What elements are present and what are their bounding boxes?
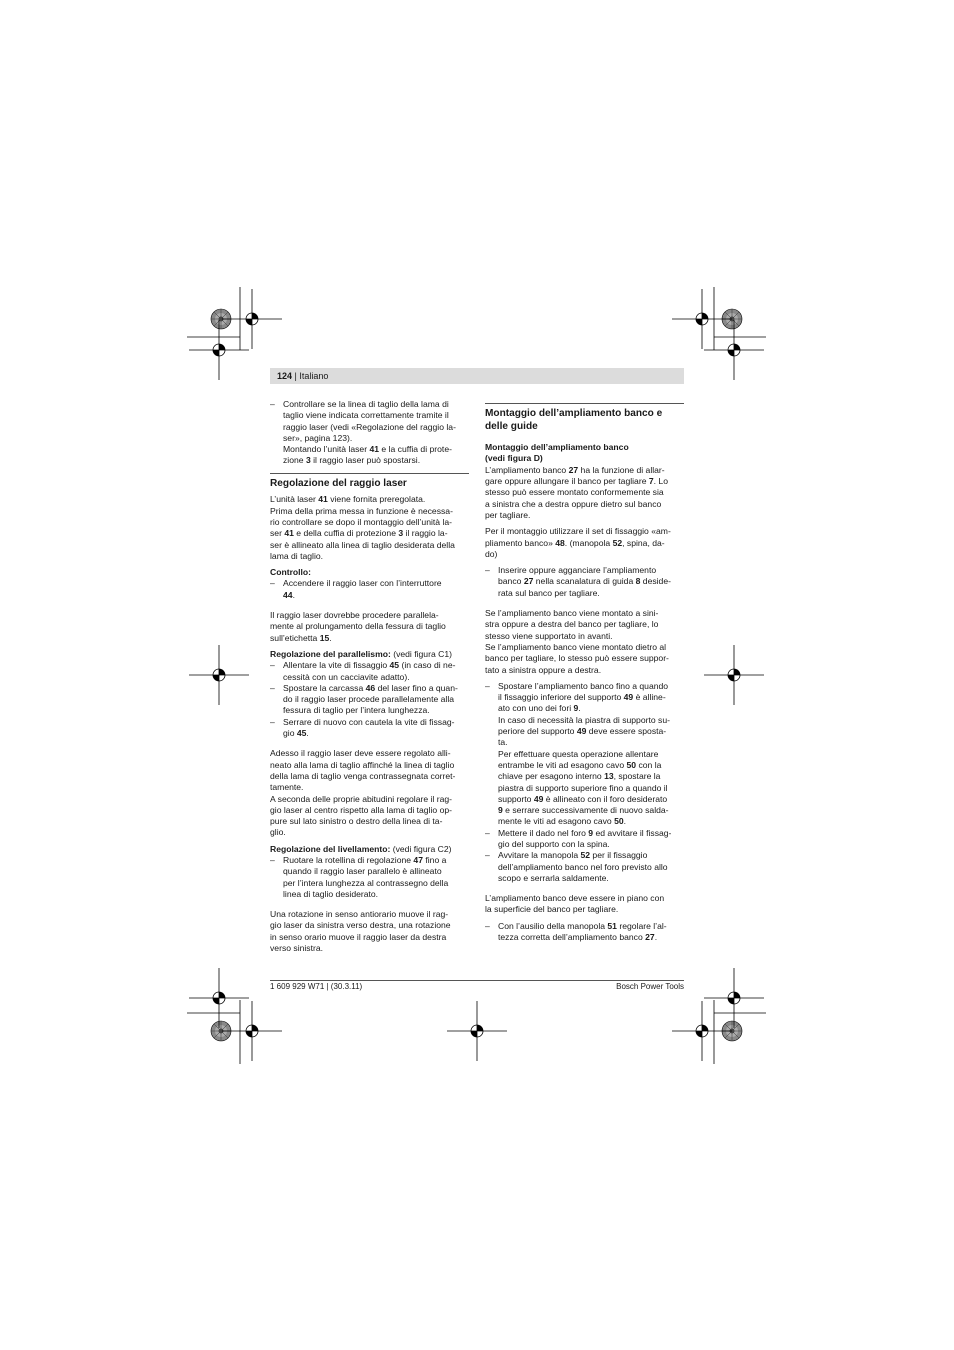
list-item xyxy=(270,660,469,683)
right-column xyxy=(485,399,684,943)
text-line: glio. xyxy=(270,827,286,838)
bullet-dash: – xyxy=(485,850,490,861)
text-line: scopo e serrarla saldamente. xyxy=(498,872,609,883)
text-line: neato alla lama di taglio affinché la linea di taglio xyxy=(270,759,455,770)
text-line: Se l’ampliamento banco viene montato dietro al xyxy=(485,641,667,652)
text-line: Con l’ausilio della manopola 51 regolare l’al- xyxy=(498,920,667,931)
text-line: Per effettuare questa operazione allentare xyxy=(498,748,659,759)
text-line: banco per tagliare, lo stesso può essere suppor- xyxy=(485,653,669,664)
text-line: gio 45. xyxy=(283,728,309,739)
crop-mark-bottom-right xyxy=(672,968,766,1064)
text-line: 44. xyxy=(283,589,295,600)
text-line: L’ampliamento banco 27 ha la funzione di allar- xyxy=(485,464,665,475)
list-item xyxy=(485,681,684,828)
crop-mark-bottom-left xyxy=(187,968,282,1064)
text-line: pure sul lato sinistro o destro della linea di ta- xyxy=(270,816,443,827)
list-item xyxy=(485,850,684,884)
text-line: Spostare la carcassa 46 del laser fino a quan- xyxy=(283,682,458,693)
subheading: (vedi figura D) xyxy=(485,453,543,464)
text-line: supporto 49 è allineato con il foro desiderato xyxy=(498,793,668,804)
text-line: linea di taglio desiderato. xyxy=(283,888,379,899)
bullet-dash: – xyxy=(485,680,490,691)
subheading: Regolazione del livellamento: (vedi figura C2) xyxy=(270,843,452,854)
text-line: pliamento banco» 48. (manopola 52, spina, da- xyxy=(485,537,665,548)
text-line: L’ampliamento banco deve essere in piano con xyxy=(485,893,665,904)
text-line: ser è allineato alla linea di taglio desiderata della xyxy=(270,539,455,550)
text-line: Per il montaggio utilizzare il set di fissaggio «am- xyxy=(485,526,671,537)
text-line: in senso orario muove il raggio laser da destra xyxy=(270,931,447,942)
bullet-dash: – xyxy=(270,578,275,589)
text-line: la superficie del banco per tagliare. xyxy=(485,904,619,915)
text-line: tato a sinistra oppure a destra. xyxy=(485,664,602,675)
text-line: cessità con un cacciavite adatto). xyxy=(283,671,410,682)
text-line: banco 27 nella scanalatura di guida 8 deside- xyxy=(498,576,671,587)
text-line: gio laser da sinistra verso destra, una rotazione xyxy=(270,920,451,931)
list-item xyxy=(270,683,469,717)
text-line: Spostare l’ampliamento banco fino a quando xyxy=(498,680,669,691)
text-line: taglio viene indicata correttamente tramite il xyxy=(283,410,449,421)
section-heading: Regolazione del raggio laser xyxy=(270,473,469,491)
text-line: Accendere il raggio laser con l’interruttore xyxy=(283,578,442,589)
text-line: In caso di necessità la piastra di supporto su- xyxy=(498,714,670,725)
text-line: zione 3 il raggio laser può spostarsi. xyxy=(283,455,421,466)
bullet-dash: – xyxy=(485,565,490,576)
text-line: Adesso il raggio laser deve essere regolato alli- xyxy=(270,748,451,759)
text-line: ser», pagina 123). xyxy=(283,432,353,443)
text-line: chiave per esagono interno 13, spostare la xyxy=(498,771,661,782)
text-line: gare oppure allungare il banco per tagliare 7. Lo xyxy=(485,476,668,487)
text-line: mente al prolungamento della fessura di taglio xyxy=(270,621,446,632)
text-line: Se l’ampliamento banco viene montato a sini- xyxy=(485,608,659,619)
subheading: Controllo: xyxy=(270,567,312,578)
section-heading: Montaggio dell’ampliamento banco e delle guide xyxy=(485,403,684,433)
text-line: tamente. xyxy=(270,782,304,793)
list-item xyxy=(270,578,469,601)
page-number: 124 xyxy=(277,371,293,381)
text-line: tezza corretta dell’ampliamento banco 27. xyxy=(498,932,658,943)
footer-divider xyxy=(270,980,684,981)
text-line: per tagliare. xyxy=(485,509,531,520)
text-line: L’unità laser 41 viene fornita preregolata. xyxy=(270,494,426,505)
text-line: entrambe le viti ad esagono cavo 50 con la xyxy=(498,759,662,770)
crop-mark-bottom-center xyxy=(447,1001,507,1061)
text-line: stra oppure a destra del banco per tagliare, lo xyxy=(485,619,659,630)
page-header xyxy=(270,368,684,384)
text-line: ser 41 e della cuffia di protezione 3 il raggio la- xyxy=(270,528,448,539)
text-line: gio laser al centro rispetto alla lama di taglio op- xyxy=(270,804,452,815)
text-line: Montando l’unità laser 41 e la cuffia di prote- xyxy=(283,444,452,455)
text-line: fessura di taglio per l’intera lunghezza. xyxy=(283,705,430,716)
text-line: a sinistra che a destra oppure dietro sul banco xyxy=(485,498,662,509)
text-line: verso sinistra. xyxy=(270,943,324,954)
text-line: Controllare se la linea di taglio della lama di xyxy=(283,399,449,409)
bullet-dash: – xyxy=(485,920,490,931)
crop-mark-mid-right xyxy=(704,645,764,705)
footer-brand: Bosch Power Tools xyxy=(616,982,684,991)
header-separator: | xyxy=(292,371,300,381)
text-line: raggio laser (vedi «Regolazione del raggio la- xyxy=(283,421,456,432)
footer-doc-code: 1 609 929 W71 | (30.3.11) xyxy=(270,982,363,991)
header-language: Italiano xyxy=(299,371,329,381)
text-line: 9 e serrare successivamente di nuovo salda- xyxy=(498,805,669,816)
text-line: stesso può essere montato conformemente sia xyxy=(485,487,664,498)
crop-mark-top-left xyxy=(187,287,282,380)
bullet-dash: – xyxy=(270,854,275,865)
bullet-dash: – xyxy=(270,660,275,671)
text-line: Ruotare la rotellina di regolazione 47 fino a xyxy=(283,854,447,865)
text-line: sull’etichetta 15. xyxy=(270,632,332,643)
list-item xyxy=(485,565,684,599)
text-line: ta. xyxy=(498,737,508,748)
text-line: Una rotazione in senso antiorario muove il rag- xyxy=(270,909,449,920)
text-line: lama di taglio. xyxy=(270,550,324,561)
list-item xyxy=(270,399,469,467)
text-line: il fissaggio inferiore del supporto 49 è alline- xyxy=(498,692,666,703)
text-line: gio del supporto con la spina. xyxy=(498,838,610,849)
text-line: dell’ampliamento banco nel foro previsto allo xyxy=(498,861,668,872)
text-line: Il raggio laser dovrebbe procedere parallela- xyxy=(270,610,439,621)
text-line: per l’intera lunghezza al contrassegno della xyxy=(283,877,449,888)
list-item xyxy=(270,717,469,740)
subheading: Montaggio dell’ampliamento banco xyxy=(485,442,629,453)
list-item xyxy=(485,921,684,944)
text-line: do) xyxy=(485,548,498,559)
text-line: rata sul banco per tagliare. xyxy=(498,587,600,598)
text-line: quando il raggio laser parallelo è allineato xyxy=(283,866,442,877)
text-line: rio controllare se dopo il montaggio dell’unità la- xyxy=(270,516,453,527)
text-line: Inserire oppure agganciare l’ampliamento xyxy=(498,565,657,576)
text-line: A seconda delle proprie abitudini regolare il rag- xyxy=(270,793,453,804)
bullet-dash: – xyxy=(485,827,490,838)
text-line: ato con uno dei fori 9. xyxy=(498,703,581,714)
text-line: Mettere il dado nel foro 9 ed avvitare il fissag- xyxy=(498,827,672,838)
text-line: periore del supporto 49 deve essere sposta- xyxy=(498,726,667,737)
bullet-dash: – xyxy=(270,682,275,693)
crop-mark-mid-left xyxy=(189,645,249,705)
text-line: Serrare di nuovo con cautela la vite di fissag- xyxy=(283,716,455,727)
left-column xyxy=(270,399,469,954)
text-line: Prima della prima messa in funzione è necessa- xyxy=(270,505,453,516)
text-line: do il raggio laser procede parallelamente alla xyxy=(283,694,455,705)
bullet-dash: – xyxy=(270,716,275,727)
crop-mark-top-right xyxy=(672,287,766,380)
subheading: Regolazione del parallelismo: (vedi figura C1) xyxy=(270,648,452,659)
list-item xyxy=(270,855,469,900)
text-line: della lama di taglio venga contrassegnata corret- xyxy=(270,770,456,781)
text-line: Avvitare la manopola 52 per il fissaggio xyxy=(498,850,648,861)
text-line: Allentare la vite di fissaggio 45 (in caso di ne- xyxy=(283,660,456,671)
text-line: mente le viti ad esagono cavo 50. xyxy=(498,816,627,827)
text-line: stesso viene supportato in avanti. xyxy=(485,630,613,641)
text-line: piastra di supporto superiore fino a quando il xyxy=(498,782,668,793)
bullet-dash: – xyxy=(270,399,275,409)
list-item xyxy=(485,828,684,851)
